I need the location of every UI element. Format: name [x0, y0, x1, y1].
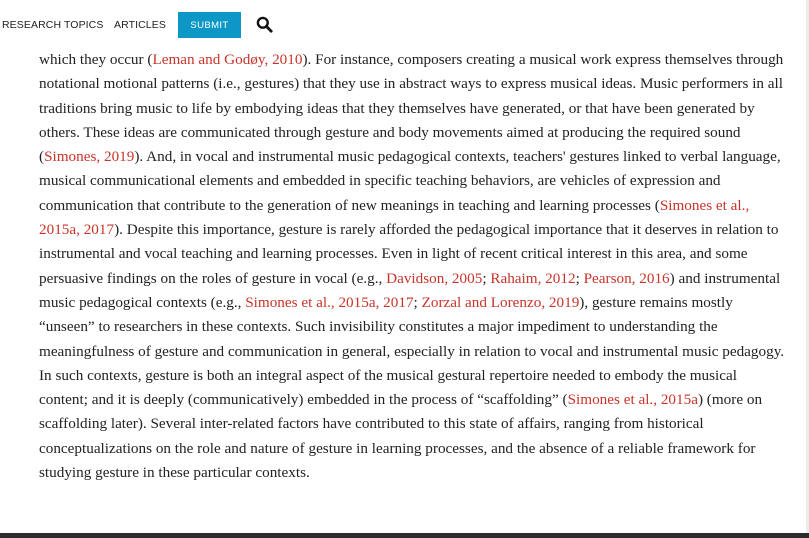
- text-span: ;: [575, 269, 584, 287]
- citation-link-davidson-2005[interactable]: Davidson, 2005: [386, 269, 483, 287]
- text-span: ). For instance, composers creating a musical work express themselves through notational motional patterns (i.e., gestures) that they use in abstract ways to express musical ideas. Music performers in all traditions bring music to life by embodying ideas that they themselves have generated, or that have been generated by others. These ideas are communicated through gesture and body movements aimed at producing the required sound (: [39, 51, 784, 166]
- text-span: ) and instrumental music pedagogical contexts (e.g.,: [39, 269, 781, 311]
- bottom-edge-bar: [0, 533, 809, 538]
- citation-link-simones-2015a-2017[interactable]: Simones et al., 2015a, 2017: [39, 196, 750, 239]
- nav-articles[interactable]: ARTICLES: [114, 19, 166, 31]
- citation-link-leman-godoy-2010[interactable]: Leman and Godøy, 2010: [152, 51, 303, 68]
- citation-link-simones-2015a[interactable]: Simones et al., 2015a: [567, 391, 698, 409]
- text-span: ), gesture remains mostly “unseen” to researchers in these contexts. Such invisibility constitutes a major impediment to understanding the meaningfulness of gesture and communication in general, especially in relation to vocal and instrumental music pedagogy. In such contexts, gesture is both an integral aspect of the musical gestural repertoire needed to embody the musical content; and it is deeply (communicatively) embedded in the process of “scaffolding” (: [39, 293, 785, 409]
- citation-link-zorzal-lorenzo-2019[interactable]: Zorzal and Lorenzo, 2019: [421, 293, 580, 311]
- text-span: which they occur (: [39, 51, 153, 68]
- text-span: ;: [482, 269, 491, 287]
- citation-link-pearson-2016[interactable]: Pearson, 2016: [583, 269, 670, 287]
- submit-button[interactable]: SUBMIT: [178, 12, 241, 38]
- search-icon[interactable]: [256, 16, 273, 33]
- nav-research-topics[interactable]: RESEARCH TOPICS: [2, 19, 104, 31]
- top-navigation-bar: [0, 0, 809, 48]
- citation-link-simones-2015a-2017-b[interactable]: Simones et al., 2015a, 2017: [245, 293, 414, 311]
- citation-link-simones-2019[interactable]: Simones, 2019: [44, 148, 135, 166]
- article-paragraph: [39, 48, 787, 485]
- article-body: [39, 48, 787, 485]
- text-span: ;: [413, 293, 422, 311]
- text-span: ). Despite this importance, gesture is rarely afforded the pedagogical importance that it deserves in relation to instrumental and vocal teaching and learning processes. Even in light of recent critical interest in this area, and some persuasive findings on the roles of gesture in vocal (e.g.,: [39, 221, 779, 287]
- text-span: ) (more on scaffolding later). Several inter-related factors have contributed to this state of affairs, ranging from historical conceptualizations on the role and nature of gesture in learning processes, and the absence of a reliable framework for studying gesture in these particular contexts.: [39, 391, 763, 482]
- text-span: ). And, in vocal and instrumental music pedagogical contexts, teachers' gestures linked to verbal language, musical communicational elements and embedded in specific teaching behaviors, are vehicles of expression and communication that contribute to the generation of new meanings in teaching and learning processes (: [39, 148, 781, 214]
- citation-link-rahaim-2012[interactable]: Rahaim, 2012: [490, 269, 576, 287]
